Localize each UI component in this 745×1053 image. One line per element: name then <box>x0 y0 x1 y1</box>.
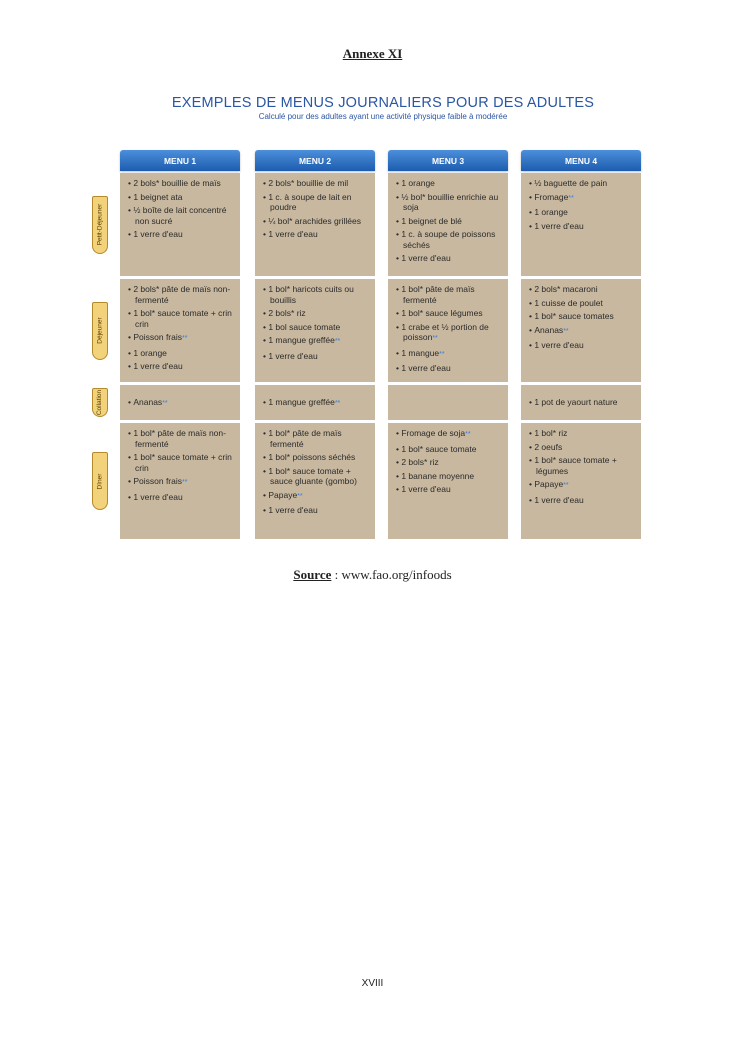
food-item <box>528 284 638 295</box>
food-list <box>395 284 505 374</box>
food-item <box>127 428 237 449</box>
menu-cell <box>255 173 375 276</box>
food-item <box>262 229 372 240</box>
food-item-text: 1 verre d'eau <box>268 229 318 239</box>
double-asterisk-mark: ** <box>563 327 569 335</box>
food-item <box>262 335 372 348</box>
food-item <box>127 332 237 345</box>
food-item-text: 1 verre d'eau <box>534 220 584 231</box>
food-list <box>528 178 638 231</box>
food-item-text: 1 bol* pâte de maïs fermenté <box>401 284 475 305</box>
meal-tab <box>92 452 108 510</box>
food-list <box>127 284 237 372</box>
food-item <box>127 229 237 240</box>
food-list <box>262 284 372 361</box>
food-item-text: ½ boîte de lait concentré non sucré <box>133 205 227 226</box>
food-item-text: 1 bol* riz <box>534 428 568 438</box>
food-item <box>262 192 372 213</box>
food-item <box>395 444 505 455</box>
food-item-text: 2 bols* bouillie de mil <box>268 178 349 188</box>
food-item-text: 1 orange <box>133 347 167 358</box>
double-asterisk-mark: ** <box>334 338 341 345</box>
double-asterisk-mark: ** <box>162 400 168 407</box>
food-item-text: 1 banane moyenne <box>401 470 475 481</box>
food-item <box>262 490 372 503</box>
food-item-text: 2 bols* riz <box>268 308 306 318</box>
food-item <box>262 466 372 487</box>
food-item <box>528 178 638 189</box>
food-item-text: ½ bol* bouillie enrichie au soja <box>401 191 499 212</box>
food-item <box>395 253 505 264</box>
menu-cell <box>255 385 375 420</box>
source-line <box>0 567 745 583</box>
food-item-text: 1 verre d'eau <box>534 494 584 505</box>
food-item <box>262 351 372 362</box>
meal-tab <box>92 196 108 254</box>
food-item-text: 1 cuisse de poulet <box>534 297 603 308</box>
food-item <box>127 308 237 329</box>
food-item <box>528 340 638 351</box>
menu-cell <box>521 173 641 276</box>
food-item <box>395 484 505 495</box>
food-list <box>127 397 237 410</box>
page-number: XVIII <box>361 978 384 989</box>
menu-cell <box>255 279 375 382</box>
food-item-text: 1 verre d'eau <box>268 505 318 515</box>
food-item <box>127 205 237 226</box>
food-item <box>127 348 237 359</box>
food-item-text: Poisson frais <box>133 332 183 342</box>
food-item-text: 1 beignet ata <box>133 191 183 202</box>
menu-header: MENU 4 <box>521 150 641 171</box>
food-item <box>395 471 505 482</box>
food-item-text: 1 orange <box>401 178 435 188</box>
food-list <box>262 428 372 516</box>
food-item-text: Poisson frais <box>133 476 183 486</box>
food-item-text: 1 bol* sauce tomate + crin crin <box>133 452 232 473</box>
food-item-text: 1 verre d'eau <box>401 484 451 494</box>
food-item-text: 1 bol* sauce tomate + légumes <box>534 455 617 476</box>
food-item <box>395 216 505 227</box>
menu-cell <box>388 385 508 420</box>
menu-header: MENU 3 <box>388 150 508 171</box>
double-asterisk-mark: ** <box>182 479 188 486</box>
food-item <box>262 178 372 189</box>
menu-cell <box>521 385 641 420</box>
food-item-text: 1 beignet de blé <box>401 215 462 226</box>
double-asterisk-mark: ** <box>297 492 303 500</box>
food-item <box>395 308 505 319</box>
food-item <box>127 192 237 203</box>
food-item-text: ¼ bol* arachides grillées <box>268 215 361 226</box>
meal-label: Collation <box>96 389 104 416</box>
food-item <box>127 476 237 489</box>
source-label: Source <box>293 567 332 582</box>
menu-cell <box>120 173 240 276</box>
food-item <box>127 492 237 503</box>
double-asterisk-mark: ** <box>334 400 341 407</box>
food-item <box>528 192 638 205</box>
food-item-text: 1 pot de yaourt nature <box>534 397 618 407</box>
menu-header: MENU 1 <box>120 150 240 171</box>
food-item-text: 2 oeufs <box>534 441 563 452</box>
food-item-text: 1 verre d'eau <box>133 229 183 239</box>
food-item-text: 1 mangue greffée <box>268 335 335 345</box>
food-item <box>528 221 638 232</box>
food-item-text: 2 bols* pâte de maïs non-fermenté <box>133 284 231 305</box>
food-item <box>262 505 372 516</box>
food-item <box>528 442 638 453</box>
menu-cell <box>255 423 375 539</box>
food-item <box>395 229 505 250</box>
meal-label: Déjeuner <box>96 317 104 344</box>
food-item <box>395 428 505 441</box>
food-item <box>528 495 638 506</box>
food-item-text: ½ baguette de pain <box>534 178 608 188</box>
food-item <box>395 348 505 361</box>
food-list <box>262 397 372 410</box>
food-list <box>395 428 505 495</box>
food-item-text: 1 bol* sauce légumes <box>401 308 483 318</box>
meal-tab <box>92 388 108 417</box>
food-item-text: 1 c. à soupe de lait en poudre <box>268 191 352 212</box>
food-list <box>528 397 638 408</box>
food-item-text: Fromage de soja <box>401 428 466 438</box>
menu-cell <box>120 385 240 420</box>
figure-title: EXEMPLES DE MENUS JOURNALIERS POUR DES ADULTES <box>171 95 595 111</box>
food-item <box>395 363 505 374</box>
food-item <box>127 361 237 372</box>
food-item <box>127 397 237 410</box>
food-item <box>395 457 505 468</box>
food-item <box>127 284 237 305</box>
food-item-text: 1 mangue <box>401 347 440 358</box>
menu-cell <box>120 279 240 382</box>
food-item-text: 1 c. à soupe de poissons séchés <box>401 229 496 250</box>
food-item <box>528 325 638 338</box>
food-item-text: 1 bol* haricots cuits ou bouillis <box>268 284 354 305</box>
food-item-text: Papaye <box>268 489 298 500</box>
menu-cell <box>521 423 641 539</box>
food-item <box>528 207 638 218</box>
double-asterisk-mark: ** <box>432 335 438 342</box>
food-item <box>528 298 638 309</box>
menu-cell <box>388 423 508 539</box>
food-list <box>127 428 237 502</box>
food-item-text: 1 bol* sauce tomate <box>401 443 477 454</box>
food-list <box>127 178 237 240</box>
food-item-text: Fromage <box>534 191 569 202</box>
food-item-text: 1 verre d'eau <box>401 253 451 263</box>
food-item-text: 1 bol* sauce tomate + sauce gluante (gombo) <box>268 465 357 486</box>
food-item <box>262 308 372 319</box>
food-item <box>262 428 372 449</box>
meal-tab <box>92 302 108 360</box>
food-item-text: Papaye <box>534 479 564 489</box>
food-item-text: 2 bols* macaroni <box>534 284 598 294</box>
annex-title: Annexe XI <box>342 46 403 61</box>
double-asterisk-mark: ** <box>563 482 569 489</box>
food-item <box>528 397 638 408</box>
food-item-text: Ananas <box>133 397 163 407</box>
menu-cell <box>388 279 508 382</box>
meal-label: Dîner <box>96 473 104 489</box>
food-item <box>262 452 372 463</box>
food-item <box>262 216 372 227</box>
menu-cell <box>388 173 508 276</box>
food-item <box>127 178 237 189</box>
food-item <box>262 322 372 333</box>
menu-header: MENU 2 <box>255 150 375 171</box>
food-item <box>395 178 505 189</box>
food-item-text: 1 bol* sauce tomates <box>534 311 614 321</box>
food-item-text: 1 verre d'eau <box>133 361 183 371</box>
food-item-text: 1 bol* pâte de maïs fermenté <box>268 428 342 449</box>
food-item-text: 1 bol* poissons séchés <box>268 452 356 462</box>
food-item <box>395 192 505 213</box>
double-asterisk-mark: ** <box>568 194 574 202</box>
food-item <box>262 284 372 305</box>
food-list <box>528 428 638 505</box>
food-list <box>262 178 372 240</box>
figure-subtitle: Calculé pour des adultes ayant une activité physique faible à modérée <box>258 112 508 121</box>
food-item <box>262 397 372 410</box>
food-item <box>528 428 638 439</box>
food-item-text: 1 verre d'eau <box>268 350 318 361</box>
food-item-text: 1 orange <box>534 207 568 217</box>
food-item <box>528 311 638 322</box>
food-item-text: 2 bols* bouillie de maïs <box>133 178 221 188</box>
food-item-text: 1 verre d'eau <box>401 363 451 373</box>
food-item-text: Ananas <box>534 324 564 335</box>
food-item <box>528 479 638 492</box>
meal-label: Petit-Déjeuner <box>96 203 104 246</box>
food-item <box>528 455 638 476</box>
food-item <box>395 322 505 345</box>
food-item-text: 1 bol* pâte de maïs non-fermenté <box>133 428 226 449</box>
food-item <box>395 284 505 305</box>
source-text: : www.fao.org/infoods <box>331 567 452 582</box>
food-item-text: 1 crabe et ½ portion de poisson <box>401 321 489 342</box>
food-item-text: 1 verre d'eau <box>133 491 183 502</box>
menu-cell <box>521 279 641 382</box>
food-list <box>528 284 638 351</box>
food-item-text: 1 mangue greffée <box>268 397 335 407</box>
double-asterisk-mark: ** <box>182 335 188 342</box>
food-item-text: 1 verre d'eau <box>534 340 584 350</box>
food-item-text: 2 bols* riz <box>401 457 439 467</box>
food-item-text: 1 bol sauce tomate <box>268 321 341 332</box>
menu-cell <box>120 423 240 539</box>
food-item-text: 1 bol* sauce tomate + crin crin <box>133 308 232 329</box>
double-asterisk-mark: ** <box>439 350 445 358</box>
double-asterisk-mark: ** <box>465 431 471 438</box>
food-item <box>127 452 237 473</box>
food-list <box>395 178 505 264</box>
